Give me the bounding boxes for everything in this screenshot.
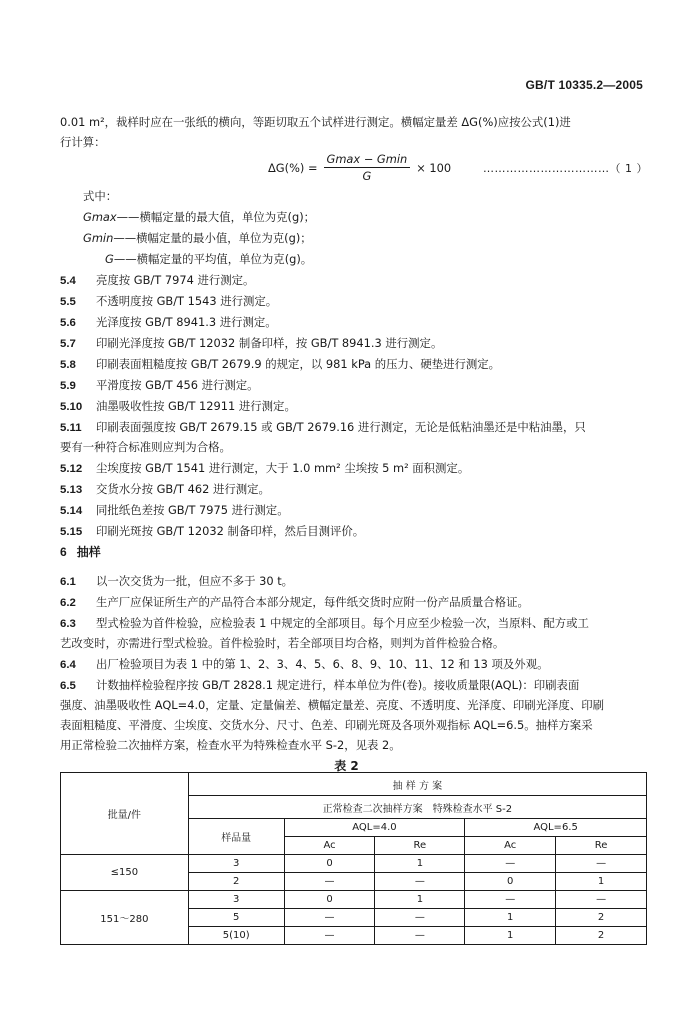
ac-cell: —	[284, 873, 375, 891]
batch-size-cell: ≤150	[61, 855, 189, 891]
clause-number: 6.4	[60, 659, 76, 671]
formula-times: × 100	[416, 160, 452, 175]
definition-text: ——横幅定量的最小值，单位为克(g)；	[113, 231, 312, 245]
intro-line-1: 0.01 m²，裁样时应在一张纸的横向，等距切取五个试样进行测定。横幅定量差 ΔG(%)应按公式(1)进	[60, 115, 571, 129]
clause-text: 亮度按 GB/T 7974 进行测定。	[96, 273, 255, 287]
aql-6-5-header: AQL=6.5	[465, 819, 647, 837]
definition-item	[83, 209, 315, 225]
ac-cell: 0	[465, 873, 556, 891]
definitions-heading: 式中：	[83, 189, 118, 203]
clause-text: 计数抽样检验程序按 GB/T 2828.1 规定进行，样本单位为件(卷)。接收质量限(AQL)：印刷表面	[96, 678, 580, 692]
formula-lhs: ΔG(%) =	[268, 160, 318, 175]
ac-cell: —	[465, 855, 556, 873]
sample-size-header: 样品量	[188, 819, 284, 855]
sampling-plan-table	[60, 772, 647, 945]
clause	[60, 272, 254, 289]
clause-text: 交货水分按 GB/T 462 进行测定。	[96, 482, 270, 496]
clause-number: 6.3	[60, 618, 76, 630]
ac-cell: 1	[465, 927, 556, 945]
definition-text: ——横幅定量的平均值，单位为克(g)。	[113, 252, 313, 266]
clause	[60, 377, 259, 394]
clause-text: 同批纸色差按 GB/T 7975 进行测定。	[96, 503, 289, 517]
re-cell: —	[375, 909, 465, 927]
clause	[60, 293, 277, 310]
re-cell: —	[556, 891, 647, 909]
clause	[60, 594, 529, 611]
sample-size-cell: 3	[188, 891, 284, 909]
re-cell: —	[375, 873, 465, 891]
batch-size-header: 批量/件	[61, 773, 189, 855]
clause-number: 5.8	[60, 359, 76, 371]
ac-cell: 0	[284, 855, 375, 873]
formula-numerator: Gmax − Gmin	[324, 152, 411, 168]
definition-symbol: Gmax	[83, 210, 117, 224]
formula-1	[268, 152, 451, 183]
clause-number: 5.6	[60, 317, 76, 329]
intro-line-2: 行计算：	[60, 135, 106, 149]
re-cell: 2	[556, 909, 647, 927]
clause-number: 5.5	[60, 296, 76, 308]
clause-continuation: 用正常检验二次抽样方案，检查水平为特殊检查水平 S-2，见表 2。	[60, 738, 401, 752]
clause	[60, 677, 579, 694]
clause-number: 5.4	[60, 275, 76, 287]
clause-text: 以一次交货为一批，但应不多于 30 t。	[96, 574, 294, 588]
ac-cell: —	[465, 891, 556, 909]
clause-number: 5.11	[60, 422, 82, 434]
ac-cell: 1	[465, 909, 556, 927]
clause-text: 尘埃度按 GB/T 1541 进行测定，大于 1.0 mm² 尘埃按 5 m² 面积测定。	[96, 461, 470, 475]
re-cell: —	[556, 855, 647, 873]
re-cell: 1	[556, 873, 647, 891]
re-header: Re	[556, 837, 647, 855]
clause	[60, 523, 364, 540]
sample-size-cell: 5(10)	[188, 927, 284, 945]
clause-text: 印刷表面粗糙度按 GB/T 2679.9 的规定，以 981 kPa 的压力、硬垫进行测定。	[96, 357, 501, 371]
clause-text: 出厂检验项目为表 1 中的第 1、2、3、4、5、6、8、9、10、11、12 和 13 项及外观。	[96, 657, 549, 671]
clause	[60, 481, 270, 498]
definition-symbol: Gmin	[83, 231, 114, 245]
clause-continuation: 强度、油墨吸收性 AQL=4.0，定量、定量偏差、横幅定量差、亮度、不透明度、光泽度、印刷光泽度、印刷	[60, 698, 604, 712]
clause-number: 6.5	[60, 680, 76, 692]
sample-size-cell: 2	[188, 873, 284, 891]
clause-number: 6.2	[60, 597, 76, 609]
clause	[60, 314, 277, 331]
clause	[60, 615, 589, 632]
clause-text: 印刷光泽度按 GB/T 12032 制备印样，按 GB/T 8941.3 进行测定。	[96, 336, 443, 350]
section-6-title	[60, 543, 101, 560]
re-header: Re	[375, 837, 465, 855]
clause-continuation: 表面粗糙度、平滑度、尘埃度、交货水分、尺寸、色差、印刷光斑及各项外观指标 AQL=6.5。抽样方案采	[60, 718, 593, 732]
ac-header: Ac	[465, 837, 556, 855]
clause-number: 5.9	[60, 380, 76, 392]
sample-size-cell: 3	[188, 855, 284, 873]
batch-size-cell: 151～280	[61, 891, 189, 945]
clause-continuation: 艺改变时，亦需进行型式检验。首件检验时，若全部项目均合格，则判为首件检验合格。	[60, 636, 505, 650]
re-cell: —	[375, 927, 465, 945]
re-cell: 1	[375, 855, 465, 873]
clause-text: 印刷表面强度按 GB/T 2679.15 或 GB/T 2679.16 进行测定，无论是低粘油墨还是中粘油墨，只	[96, 420, 586, 434]
clause-continuation: 要有一种符合标准则应判为合格。	[60, 440, 231, 454]
clause	[60, 656, 548, 673]
sampling-plan-subheader: 正常检查二次抽样方案 特殊检查水平 S-2	[188, 796, 646, 819]
ac-cell: —	[284, 909, 375, 927]
clause	[60, 460, 469, 477]
definition-item	[83, 230, 312, 246]
table-caption: 表 2	[334, 759, 359, 773]
section-number: 6	[60, 545, 67, 559]
clause-text: 生产厂应保证所生产的产品符合本部分规定，每件纸交货时应附一份产品质量合格证。	[96, 595, 529, 609]
clause-number: 5.13	[60, 484, 83, 496]
re-cell: 2	[556, 927, 647, 945]
section-heading: 抽样	[76, 545, 101, 559]
sample-size-cell: 5	[188, 909, 284, 927]
clause	[60, 356, 500, 373]
formula-denominator: G	[362, 169, 372, 183]
clause	[60, 419, 586, 436]
clause-text: 型式检验为首件检验，应检验表 1 中规定的全部项目。每个月应至少检验一次，当原料、配方或工	[96, 616, 589, 630]
clause-number: 5.14	[60, 505, 83, 517]
table-row	[61, 855, 647, 873]
ac-header: Ac	[284, 837, 375, 855]
definition-item	[105, 251, 312, 267]
re-cell: 1	[375, 891, 465, 909]
clause-number: 5.10	[60, 401, 83, 413]
clause-text: 油墨吸收性按 GB/T 12911 进行测定。	[96, 399, 296, 413]
clause-text: 印刷光斑按 GB/T 12032 制备印样，然后目测评价。	[96, 524, 365, 538]
table-row	[61, 891, 647, 909]
clause	[60, 573, 293, 590]
aql-4-header: AQL=4.0	[284, 819, 465, 837]
ac-cell: 0	[284, 891, 375, 909]
definition-text: ——横幅定量的最大值，单位为克(g)；	[116, 210, 316, 224]
clause	[60, 335, 442, 352]
clause-text: 平滑度按 GB/T 456 进行测定。	[96, 378, 259, 392]
clause-text: 不透明度按 GB/T 1543 进行测定。	[96, 294, 278, 308]
ac-cell: —	[284, 927, 375, 945]
clause-number: 5.7	[60, 338, 76, 350]
definition-symbol: G	[105, 252, 114, 266]
standard-code-header: GB/T 10335.2—2005	[525, 78, 643, 92]
formula-fraction	[324, 152, 411, 183]
clause	[60, 398, 296, 415]
clause-number: 5.12	[60, 463, 83, 475]
clause-text: 光泽度按 GB/T 8941.3 进行测定。	[96, 315, 277, 329]
clause-number: 5.15	[60, 526, 83, 538]
sampling-plan-header: 抽 样 方 案	[188, 773, 646, 796]
clause	[60, 502, 289, 519]
clause-number: 6.1	[60, 576, 76, 588]
equation-number: ……………………………（ 1 ）	[483, 162, 648, 175]
